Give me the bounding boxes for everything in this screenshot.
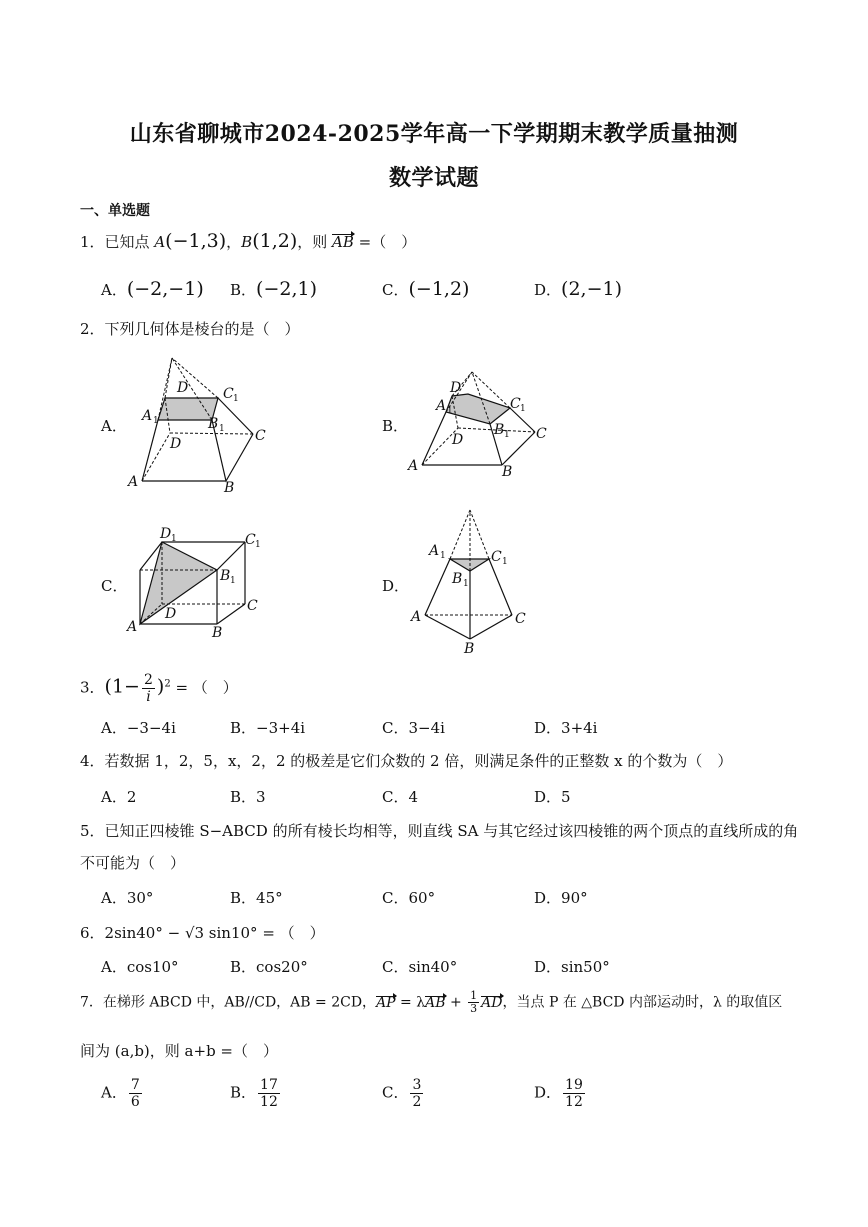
pyramid-cut-figure-b	[400, 360, 560, 485]
question-1-option-d: D．(2,−1)	[534, 278, 622, 300]
question-7-stem-line1: 7．在梯形 ABCD 中，AB//CD，AB = 2CD，AP = λAB + $\frac{1}{3}$ AD，当点 P 在 △BCD 内部运动时，λ 的取值区	[80, 989, 783, 1015]
question-1-option-a: A．(−2,−1)	[101, 278, 204, 300]
label-d-bottom: D	[452, 432, 464, 448]
question-7-stem-line2: 间为 (a,b)，则 a+b =（ ）	[80, 1042, 279, 1060]
svg-text:1: 1	[447, 406, 453, 416]
question-1-stem: 1．已知点 A(−1,3)，B(1,2)，则 AB =（ ）	[80, 230, 417, 252]
label-b: B	[502, 464, 513, 480]
label-c: C	[536, 426, 547, 442]
label-d: D	[450, 380, 462, 396]
question-7-option-b: B． $\frac{17}{12}$	[230, 1077, 278, 1110]
question-6-option-c: C．sin40°	[382, 958, 458, 976]
label-d: D	[165, 606, 177, 622]
question-3-option-d: D．3+4i	[534, 719, 598, 737]
fraction-one-third: $\frac{1}{3}$	[470, 989, 478, 1015]
question-7-option-d: D． $\frac{19}{12}$	[534, 1077, 583, 1110]
question-7-option-a: A． $\frac{7}{6}$	[101, 1077, 140, 1110]
question-4-option-c: C．4	[382, 788, 419, 806]
question-3-stem: 3．(1− $\frac{2}{i}$ )$^2$ = （ ）	[80, 672, 238, 705]
svg-text:1: 1	[502, 557, 508, 567]
label-d1: D	[177, 380, 189, 396]
label-b1: B	[452, 571, 463, 587]
question-5-stem-line2: 不可能为（ ）	[80, 854, 186, 872]
question-6-option-a: A．cos10°	[101, 958, 179, 976]
question-4-option-d: D．5	[534, 788, 571, 806]
question-5-option-a: A．30°	[101, 889, 154, 907]
question-5-option-b: B．45°	[230, 889, 283, 907]
label-c: C	[255, 428, 266, 444]
question-4-stem: 4．若数据 1，2，5，x，2，2 的极差是它们众数的 2 倍，则满足条件的正整数 x 的个数为（ ）	[80, 752, 733, 770]
question-3-option-b: B．−3+4i	[230, 719, 306, 737]
svg-text:1: 1	[504, 430, 510, 440]
question-6-stem: 6．2sin40° − √3 sin10° = （ ）	[80, 924, 325, 942]
question-6-option-b: B．cos20°	[230, 958, 308, 976]
question-2-stem: 2．下列几何体是棱台的是（ ）	[80, 320, 300, 338]
question-2-option-a: A．	[101, 417, 127, 435]
label-b: B	[464, 641, 475, 655]
frustum-figure-d	[405, 505, 535, 655]
question-5-stem-line1: 5．已知正四棱锥 S−ABCD 的所有棱长均相等，则直线 SA 与其它经过该四棱锥的两个顶点的直线所成的角	[80, 822, 799, 840]
exam-subtitle: 数学试题	[388, 165, 479, 191]
label-c: C	[515, 611, 526, 627]
label-c1: C	[491, 549, 502, 565]
label-c1: C	[510, 396, 521, 412]
question-2-option-c: C．	[101, 577, 128, 595]
question-1-option-b: B．(−2,1)	[230, 278, 317, 300]
svg-text:1: 1	[230, 576, 236, 586]
question-3-option-a: A．−3−4i	[101, 719, 176, 737]
label-b: B	[212, 625, 223, 641]
svg-text:1: 1	[463, 579, 469, 589]
svg-text:1: 1	[520, 404, 526, 414]
label-c: C	[247, 598, 258, 614]
label-a: A	[408, 458, 419, 474]
label-a: A	[411, 609, 422, 625]
svg-text:1: 1	[233, 394, 239, 404]
question-4-option-a: A．2	[101, 788, 137, 806]
question-5-option-d: D．90°	[534, 889, 588, 907]
question-2-option-b: B．	[382, 417, 409, 435]
label-b1: B	[220, 568, 231, 584]
question-4-option-b: B．3	[230, 788, 266, 806]
label-a1: A	[429, 543, 440, 559]
label-d: D	[170, 436, 182, 452]
fraction-2-over-i: $\frac{2}{i}$	[143, 672, 153, 705]
question-2-option-d: D．	[382, 577, 410, 595]
frustum-figure-a	[120, 350, 290, 495]
question-7-option-c: C． $\frac{3}{2}$	[382, 1077, 422, 1110]
cube-cut-figure-c	[120, 520, 270, 645]
label-a1: A	[142, 408, 153, 424]
svg-text:1: 1	[440, 551, 446, 561]
label-d1: D	[160, 526, 172, 542]
svg-text:1: 1	[171, 534, 177, 544]
section-heading: 一、单选题	[80, 203, 150, 219]
label-b: B	[224, 480, 235, 495]
svg-text:1: 1	[153, 416, 159, 426]
label-a: A	[128, 474, 139, 490]
label-b1: B	[208, 416, 219, 432]
label-c1: C	[245, 532, 256, 548]
question-5-option-c: C．60°	[382, 889, 436, 907]
question-1-option-c: C．(−1,2)	[382, 278, 470, 300]
label-a1: A	[436, 398, 447, 414]
question-3-option-c: C．3−4i	[382, 719, 445, 737]
label-a: A	[127, 619, 138, 635]
question-6-option-d: D．sin50°	[534, 958, 610, 976]
label-c1: C	[223, 386, 234, 402]
exam-title: 山东省聊城市2024-2025学年高一下学期期末教学质量抽测	[129, 121, 739, 147]
label-b1: B	[494, 422, 505, 438]
svg-text:1: 1	[255, 540, 261, 550]
svg-text:1: 1	[219, 424, 225, 434]
